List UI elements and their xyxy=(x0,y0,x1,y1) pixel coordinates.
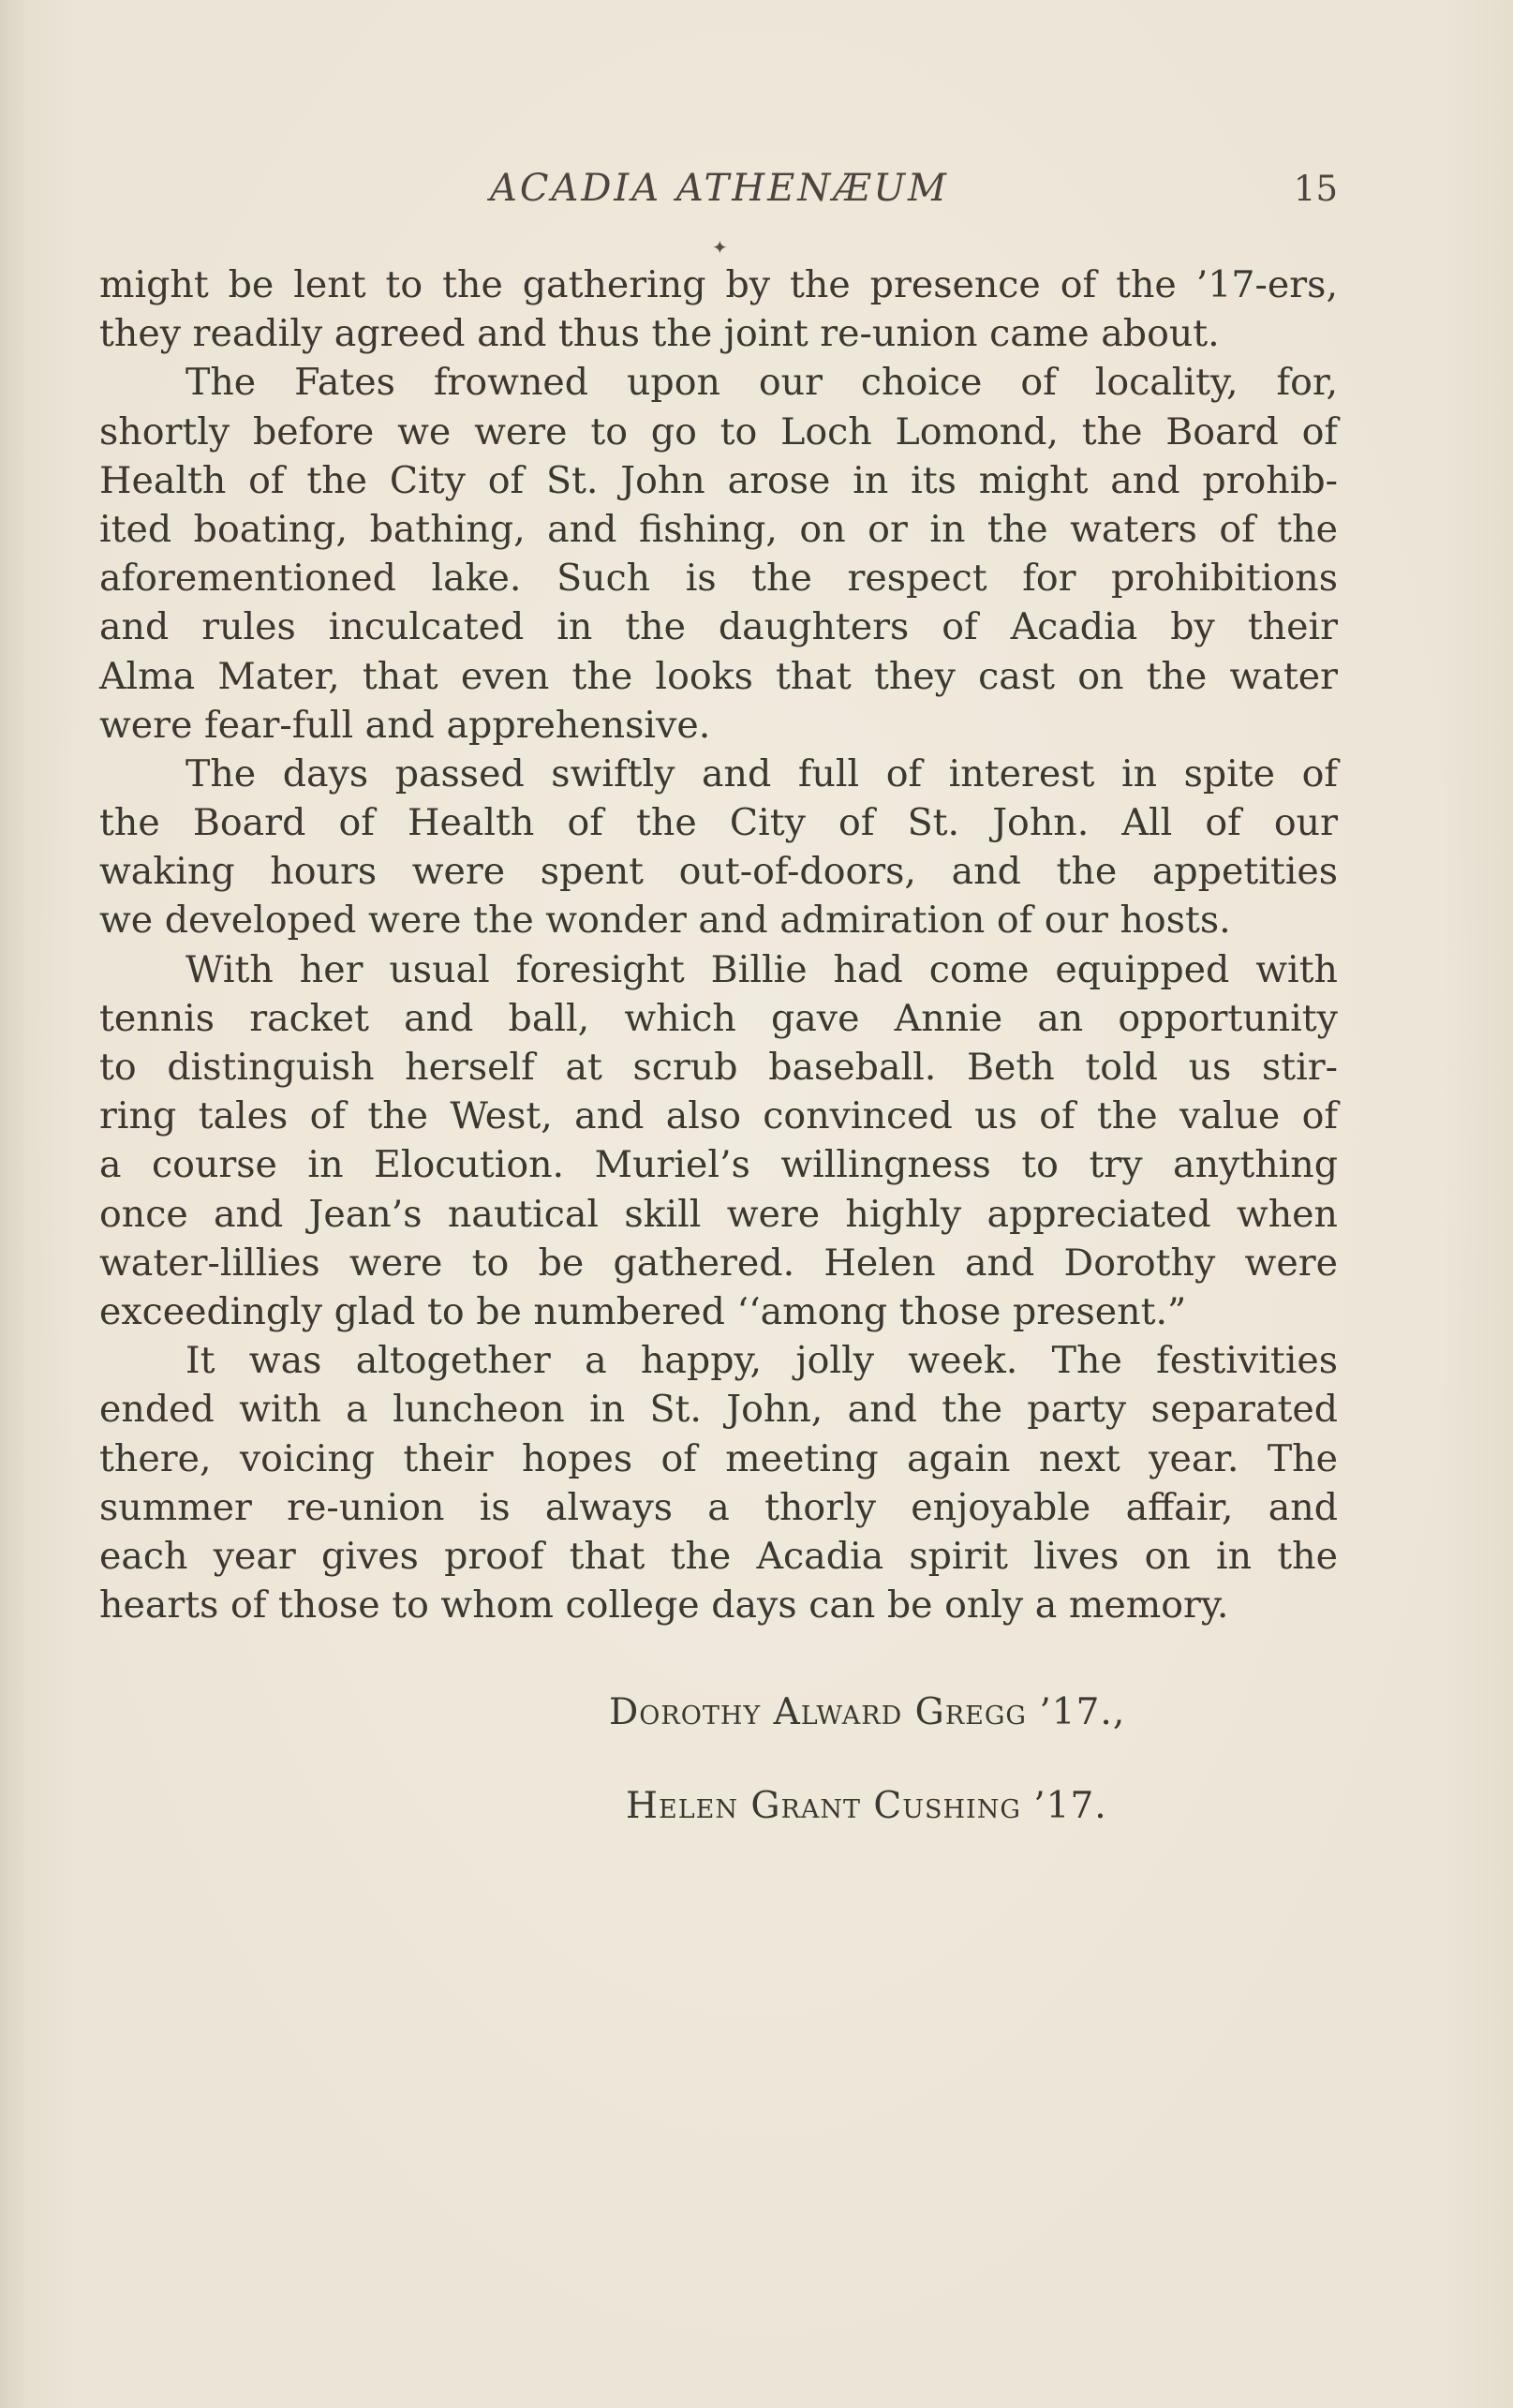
text-line: shortly before we were to go to Loch Lomond, the Board of xyxy=(99,409,1338,453)
text-line: summer re-union is always a thorly enjoyable affair, and xyxy=(99,1485,1338,1529)
text-line: waking hours were spent out-of-doors, and the appetities xyxy=(99,850,1338,894)
text-line: exceedingly glad to be numbered ‘‘among those present.” xyxy=(99,1289,1187,1333)
text-line: the Board of Health of the City of St. John. All of our xyxy=(99,801,1338,845)
text-line: Health of the City of St. John arose in its might and prohib- xyxy=(99,458,1338,502)
text-line: were fear-full and apprehensive. xyxy=(99,703,711,747)
text-line: each year gives proof that the Acadia spirit lives on in the xyxy=(99,1534,1338,1578)
text-line: a course in Elocution. Muriel’s willingness to try anything xyxy=(99,1143,1338,1187)
signature-first: Dorothy Alward Gregg ’17., xyxy=(609,1691,1126,1733)
text-line: The Fates frowned upon our choice of locality, for, xyxy=(185,361,1338,405)
text-line: water-lillies were to be gathered. Helen and Dorothy were xyxy=(99,1241,1338,1285)
text-line: The days passed swiftly and full of interest in spite of xyxy=(185,751,1338,795)
text-line: ring tales of the West, and also convinced us of the value of xyxy=(99,1094,1338,1138)
ornament-mark: ✦ xyxy=(712,236,728,259)
text-line: aforementioned lake. Such is the respect for prohibitions xyxy=(99,557,1338,601)
running-title: ACADIA ATHENÆUM xyxy=(489,167,950,210)
running-head xyxy=(101,167,1338,223)
text-line: to distinguish herself at scrub baseball. Beth told us stir- xyxy=(99,1046,1338,1089)
body-text xyxy=(99,260,1338,1629)
text-line: With her usual foresight Billie had come equipped with xyxy=(185,947,1338,991)
text-line: we developed were the wonder and admiration of our hosts. xyxy=(99,899,1231,943)
text-line: It was altogether a happy, jolly week. The festivities xyxy=(185,1339,1338,1383)
text-line: tennis racket and ball, which gave Annie an opportunity xyxy=(99,996,1338,1040)
signature-second: Helen Grant Cushing ’17. xyxy=(626,1785,1107,1827)
text-line: and rules inculcated in the daughters of Acadia by their xyxy=(99,605,1338,649)
text-line: they readily agreed and thus the joint re-union came about. xyxy=(99,312,1220,356)
text-line: there, voicing their hopes of meeting again next year. The xyxy=(99,1436,1338,1480)
text-line: Alma Mater, that even the looks that they cast on the water xyxy=(99,654,1338,698)
page-number: 15 xyxy=(1293,169,1338,209)
text-line: hearts of those to whom college days can be only a memory. xyxy=(99,1583,1229,1628)
text-line: ended with a luncheon in St. John, and the party separated xyxy=(99,1388,1338,1432)
text-line: might be lent to the gathering by the presence of the ’17-ers, xyxy=(99,263,1338,306)
text-line: ited boating, bathing, and fishing, on or in the waters of the xyxy=(99,507,1338,551)
text-line: once and Jean’s nautical skill were highly appreciated when xyxy=(99,1192,1338,1236)
